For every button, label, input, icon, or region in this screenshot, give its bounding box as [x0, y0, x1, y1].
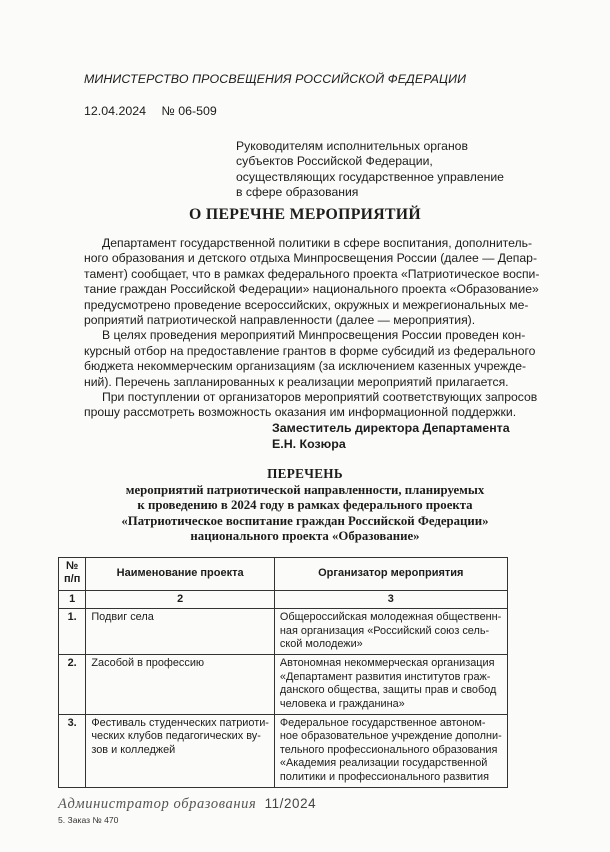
- list-heading-line: мероприятий патриотической направленности, планируемых: [125, 482, 485, 497]
- addressee-line: Руководителям исполнительных органов: [236, 139, 468, 153]
- organizer: Общероссийская молодежная общественн- ная организация «Российский союз сель- ской молодежи»: [274, 609, 507, 655]
- organizer: Автономная некоммерческая организация «Департамент развития институтов граж- данского общества, защиты прав и свобод человека и гражданина»: [274, 655, 507, 715]
- body-line: ний). Перечень запланированных к реализации мероприятий прилагается.: [84, 374, 509, 389]
- body-line: ного образования и детского отдыха Минпросвещения России (далее — Депар-: [84, 251, 538, 266]
- body-line: предусмотрено проведение всероссийских, окружных и межрегиональных ме-: [84, 297, 529, 312]
- print-order: 5. Заказ № 470: [58, 815, 119, 825]
- project-name: Zасобой в профессию: [86, 655, 275, 715]
- body-line: роприятий патриотической направленности (далее — мероприятия).: [84, 312, 476, 327]
- body-line: В целях проведения мероприятий Минпросвещения России проведен кон-: [102, 328, 526, 343]
- letter-body: [84, 236, 540, 421]
- signature-block: [272, 421, 510, 452]
- journal-footer: [58, 796, 316, 813]
- addressee-line: в сфере образования: [236, 184, 359, 199]
- body-line: курсный отбор на предоставление грантов в форме субсидий из федерального: [84, 343, 536, 358]
- letter-date: 12.04.2024: [84, 104, 147, 118]
- addressee-line: осуществляющих государственное управление: [236, 169, 504, 184]
- column-number: 2: [86, 590, 275, 608]
- column-header-project: Наименование проекта: [86, 558, 275, 591]
- list-heading: [70, 466, 540, 545]
- table-row: [59, 655, 508, 715]
- table-row: [59, 715, 508, 788]
- row-number: 1.: [59, 609, 86, 655]
- list-heading-line: к проведению в 2024 году в рамках федерального проекта: [137, 498, 473, 513]
- signatory-position: Заместитель директора Департамента: [272, 421, 510, 435]
- journal-title: Администратор образования: [58, 796, 257, 812]
- column-header-organizer: Организатор мероприятия: [274, 558, 507, 591]
- list-title: ПЕРЕЧЕНЬ: [267, 466, 343, 481]
- row-number: 2.: [59, 655, 86, 715]
- table-column-numbers-row: [59, 590, 508, 608]
- body-line: При поступлении от организаторов мероприятий соответствующих запросов: [102, 389, 538, 404]
- body-line: Департамент государственной политики в сфере воспитания, дополнитель-: [102, 236, 533, 250]
- issue-number: 11/2024: [264, 796, 317, 811]
- letter-reference: [84, 104, 217, 118]
- signatory-name: Е.Н. Козюра: [272, 436, 346, 451]
- addressee-line: субъектов Российской Федерации,: [236, 154, 433, 169]
- events-table: [58, 557, 508, 788]
- letter-number: № 06-509: [161, 104, 217, 118]
- row-number: 3.: [59, 715, 86, 788]
- project-name: Подвиг села: [86, 609, 275, 655]
- list-heading-line: национального проекта «Образование»: [190, 529, 420, 544]
- letter-subject: О ПЕРЕЧНЕ МЕРОПРИЯТИЙ: [189, 206, 421, 223]
- column-number: 3: [274, 590, 507, 608]
- column-header-number: № п/п: [59, 558, 86, 591]
- column-number: 1: [59, 590, 86, 608]
- table-header-row: [59, 558, 508, 591]
- addressee-block: [236, 139, 536, 200]
- ministry-name: МИНИСТЕРСТВО ПРОСВЕЩЕНИЯ РОССИЙСКОЙ ФЕДЕРАЦИИ: [84, 72, 467, 86]
- project-name: Фестиваль студенческих патриоти- ческих клубов педагогических ву- зов и колледжей: [86, 715, 275, 788]
- body-line: бюджета некоммерческим организациям (за исключением казенных учрежде-: [84, 359, 527, 374]
- body-line: тамент) сообщает, что в рамках федерального проекта «Патриотическое воспи-: [84, 266, 540, 281]
- body-line: прошу рассмотреть возможность оказания им информационной поддержки.: [84, 405, 517, 420]
- organizer: Федеральное государственное автоном- ное образовательное учреждение дополни- тельного профессионального образования «Академия реализации государственной политики и профессионального развития: [274, 715, 507, 788]
- table-row: [59, 609, 508, 655]
- list-heading-line: «Патриотическое воспитание граждан Российской Федерации»: [121, 513, 489, 528]
- body-line: тание граждан Российской Федерации» национального проекта «Образование»: [84, 282, 539, 297]
